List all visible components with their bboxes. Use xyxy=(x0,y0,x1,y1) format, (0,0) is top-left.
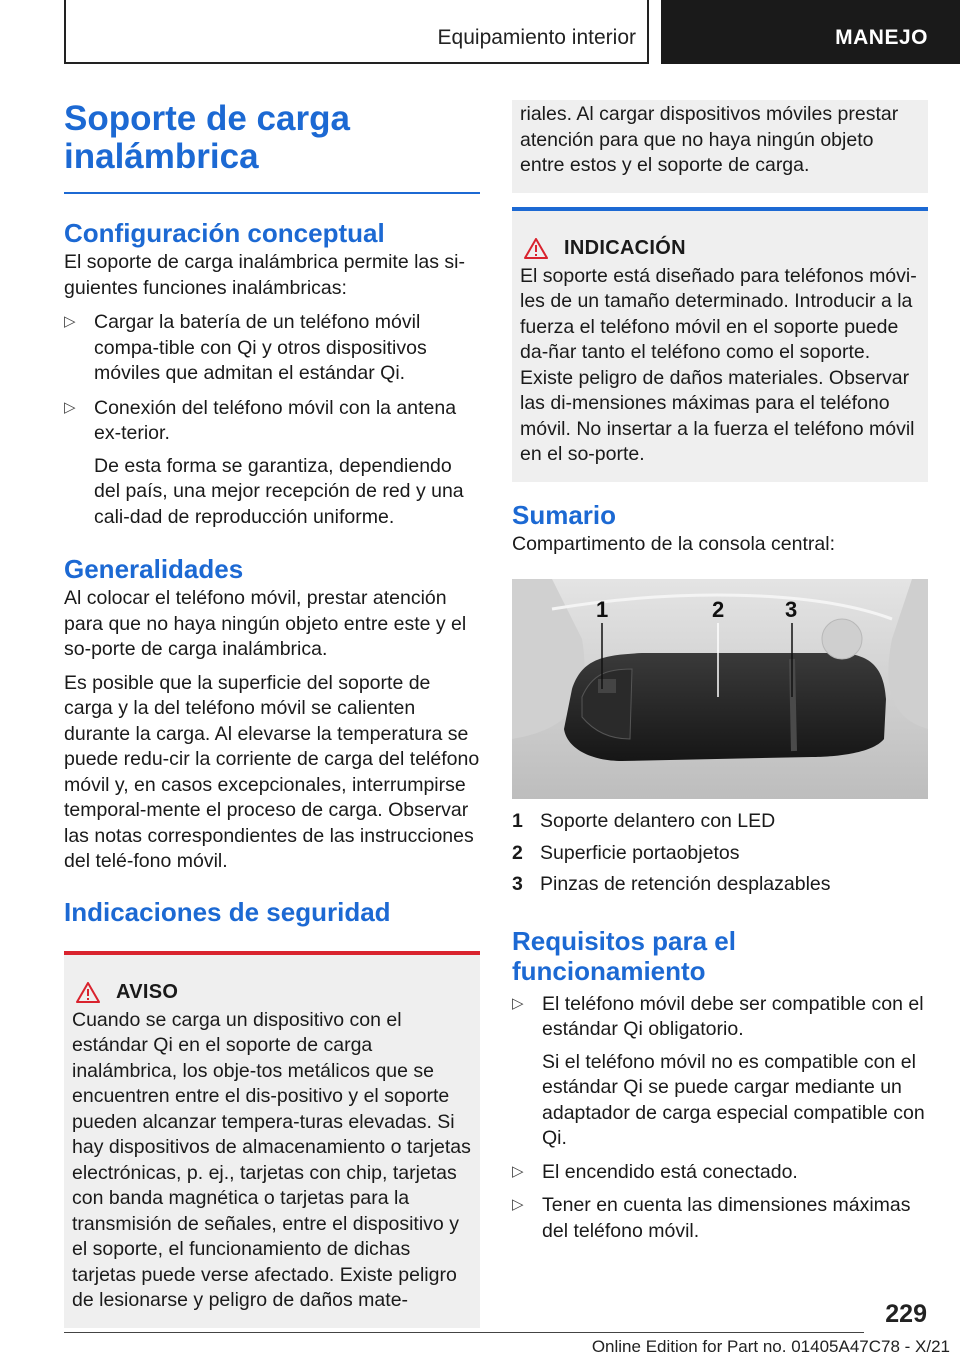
header-chapter: MANEJO xyxy=(661,0,960,64)
warning-title-row xyxy=(72,981,472,1004)
legend-row-1 xyxy=(512,809,928,835)
callout-2: 2 xyxy=(712,597,725,622)
concept-item-1-text: Cargar la batería de un teléfono móvil compa-tible con Qi y otros dispositivos móviles que admitan el estándar Qi. xyxy=(94,311,427,384)
general-heading: Generalidades xyxy=(64,554,244,584)
note-title-row xyxy=(520,237,920,260)
req-item-2 xyxy=(512,1160,928,1186)
general-p1: Al colocar el teléfono móvil, prestar atención para que no haya ningún objeto entre este y el so-porte de carga inalámbrica. xyxy=(64,587,467,660)
warning-box xyxy=(64,951,480,1328)
right-column xyxy=(512,100,928,1244)
warning-triangle-icon xyxy=(76,982,100,1003)
concept-heading: Configuración conceptual xyxy=(64,218,385,248)
page-title: Soporte de carga inalámbrica xyxy=(64,99,350,176)
footer-rule xyxy=(64,1332,864,1333)
legend-row-2 xyxy=(512,841,928,867)
console-photo xyxy=(512,579,928,799)
general-p2: Es posible que la superficie del soporte de carga y la del teléfono móvil se calienten durante la carga. Al elevarse la temperatura se puede redu-cir la corriente de carga del teléfono móvil y, en casos excepcionales, interrumpirse temporal-mente el proceso de carga. Observar las notas correspondientes de las instrucciones del telé-fono móvil. xyxy=(64,671,480,872)
overview-heading: Sumario xyxy=(512,499,617,530)
legend-num-2: 2 xyxy=(512,841,523,864)
callout-1: 1 xyxy=(596,597,609,622)
legend-num-1: 1 xyxy=(512,810,523,832)
warning-text: Cuando se carga un dispositivo con el estándar Qi en el soporte de carga inalámbrica, los obje-tos metálicos que se encuentren entre el dis-positivo y el soporte pueden alcanzar tempera-turas elevadas. Si hay dispositivos de almacenamiento o tarjetas electrónicas, p. ej., tarjetas con chip, tarjetas con banda magnética o tarjetas para la transmisión de señales, entre el dispositivo y el soporte, el funcionamiento de dichas tarjetas puede verse afectado. Existe peligro de lesionarse y peligro de daños mate- xyxy=(72,1008,471,1311)
concept-item-1 xyxy=(64,310,480,387)
warning-triangle-icon xyxy=(524,238,548,259)
header-section: Equipamiento interior xyxy=(437,26,636,49)
overview-intro: Compartimento de la consola central: xyxy=(512,532,835,555)
concept-item-2-note: De esta forma se garantiza, dependiendo del país, una mejor recepción de red y una cali-dad de reproducción uniforme. xyxy=(94,454,464,528)
triangle-right-icon: ▷ xyxy=(512,1196,524,1213)
note-box xyxy=(512,207,928,482)
page-number: 229 xyxy=(885,1300,927,1328)
title-rule xyxy=(64,192,480,194)
req-item-3-text: Tener en cuenta las dimensiones máximas del teléfono móvil. xyxy=(542,1194,911,1242)
req-item-3 xyxy=(512,1193,928,1244)
concept-intro: El soporte de carga inalámbrica permite las si-guientes funciones inalámbricas: xyxy=(64,251,466,299)
req-item-1-text: El teléfono móvil debe ser compatible con el estándar Qi obligatorio. xyxy=(542,992,924,1040)
req-item-1-note: Si el teléfono móvil no es compatible con el estándar Qi se puede cargar mediante un adaptador de carga especial compatible con Qi. xyxy=(542,1050,925,1149)
req-item-2-text: El encendido está conectado. xyxy=(542,1160,798,1183)
concept-item-2 xyxy=(64,396,480,531)
note-text: El soporte está diseñado para teléfonos móvi-les de un tamaño determinado. Introducir a la fuerza el teléfono móvil en el soporte puede da-ñar tanto el teléfono como el soporte. Existe peligro de daños materiales. Observar las di-mensiones máximas para el teléfono móvil. No insertar a la fuerza el teléfono móvil en el so-porte. xyxy=(520,264,917,465)
photo-legend xyxy=(512,809,928,898)
legend-text-2: Superficie portaobjetos xyxy=(540,841,740,864)
warning-title: AVISO xyxy=(116,980,179,1003)
requirements-heading: Requisitos para el funcionamiento xyxy=(512,925,736,986)
triangle-right-icon: ▷ xyxy=(512,1162,524,1180)
warning-continued-text: riales. Al cargar dispositivos móviles prestar atención para que no haya ningún objeto entre estos y el soporte de carga. xyxy=(520,103,899,176)
triangle-right-icon: ▷ xyxy=(512,994,524,1012)
legend-row-3 xyxy=(512,872,928,898)
callout-3: 3 xyxy=(785,597,798,622)
left-column xyxy=(64,100,480,1328)
triangle-right-icon: ▷ xyxy=(64,313,76,330)
note-title: INDICACIÓN xyxy=(564,236,686,259)
warning-box-continued xyxy=(512,100,928,193)
footer-edition: Online Edition for Part no. 01405A47C78 - X/21 xyxy=(591,1337,950,1356)
legend-text-1: Soporte delantero con LED xyxy=(540,810,776,832)
legend-text-3: Pinzas de retención desplazables xyxy=(540,873,831,895)
legend-num-3: 3 xyxy=(512,873,523,895)
safety-heading: Indicaciones de seguridad xyxy=(64,896,391,927)
req-item-1 xyxy=(512,992,928,1152)
concept-item-2-text: Conexión del teléfono móvil con la antena ex-terior. xyxy=(94,396,457,444)
triangle-right-icon: ▷ xyxy=(64,398,76,416)
